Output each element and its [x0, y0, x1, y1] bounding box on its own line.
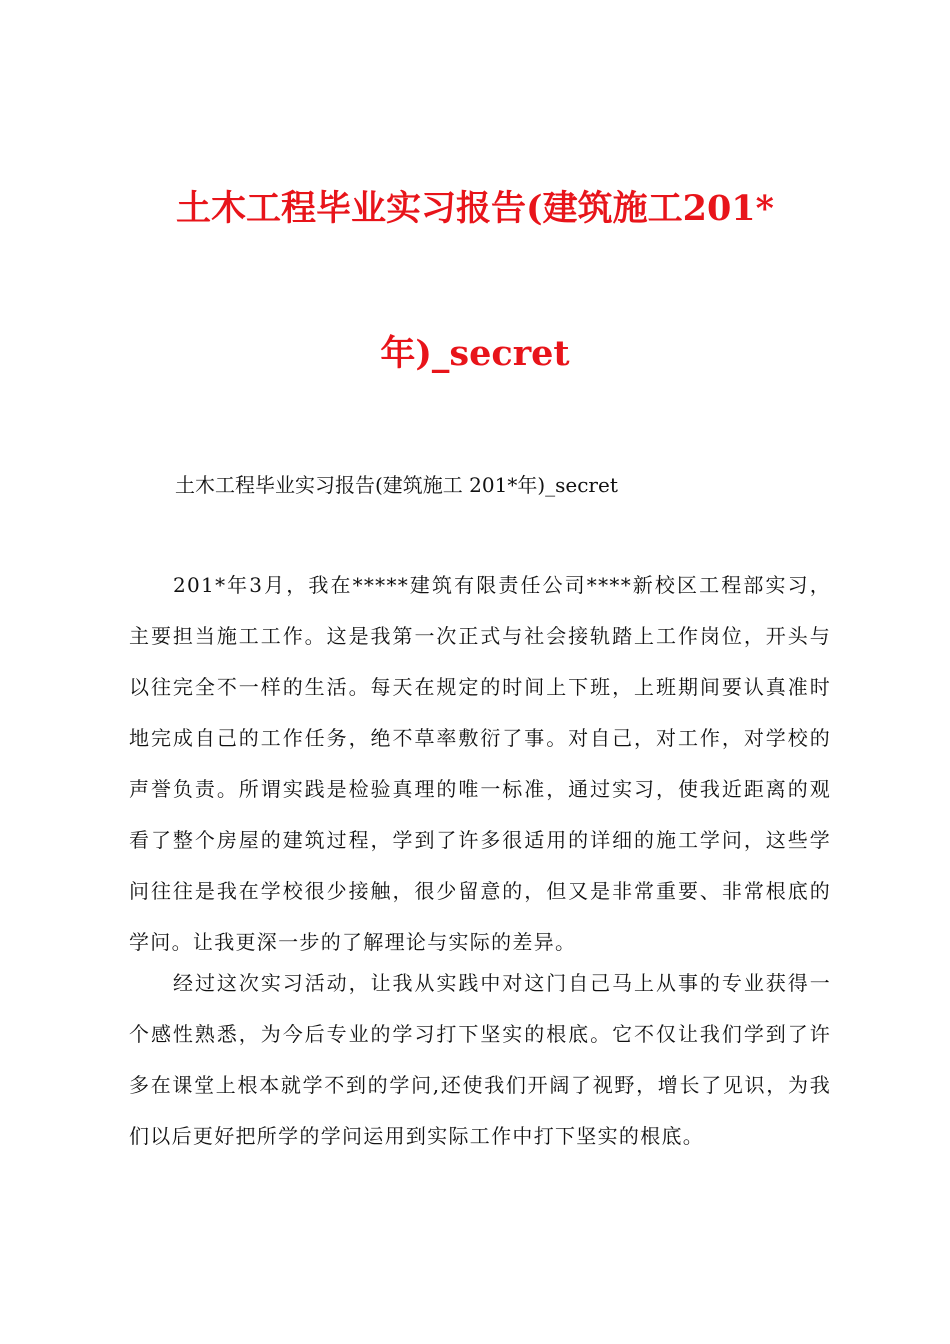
document-title-line-2: 年)_secret	[380, 333, 570, 374]
body-paragraph-2: 经过这次实习活动，让我从实践中对这门自己马上从事的专业获得一个感性熟悉，为今后专业的学习打下坚实的根底。它不仅让我们学到了许多在课堂上根本就学不到的学问,还使我们开阔了视野，增长了见识，为我们以后更好把所学的学问运用到实际工作中打下坚实的根底。	[129, 971, 831, 1148]
document-title-line-1: 土木工程毕业实习报告(建筑施工201*	[176, 188, 774, 229]
document-subtitle: 土木工程毕业实习报告(建筑施工 201*年)_secret	[175, 473, 618, 497]
body-paragraph-1: 201*年3月，我在*****建筑有限责任公司****新校区工程部实习，主要担当施工工作。这是我第一次正式与社会接轨踏上工作岗位，开头与以往完全不一样的生活。每天在规定的时间上下班，上班期间要认真准时地完成自己的工作任务，绝不草率敷衍了事。对自己，对工作，对学校的声誉负责。所谓实践是检验真理的唯一标准，通过实习，使我近距离的观看了整个房屋的建筑过程，学到了许多很适用的详细的施工学问，这些学问往往是我在学校很少接触，很少留意的，但又是非常重要、非常根底的学问。让我更深一步的了解理论与实际的差异。	[129, 573, 831, 954]
